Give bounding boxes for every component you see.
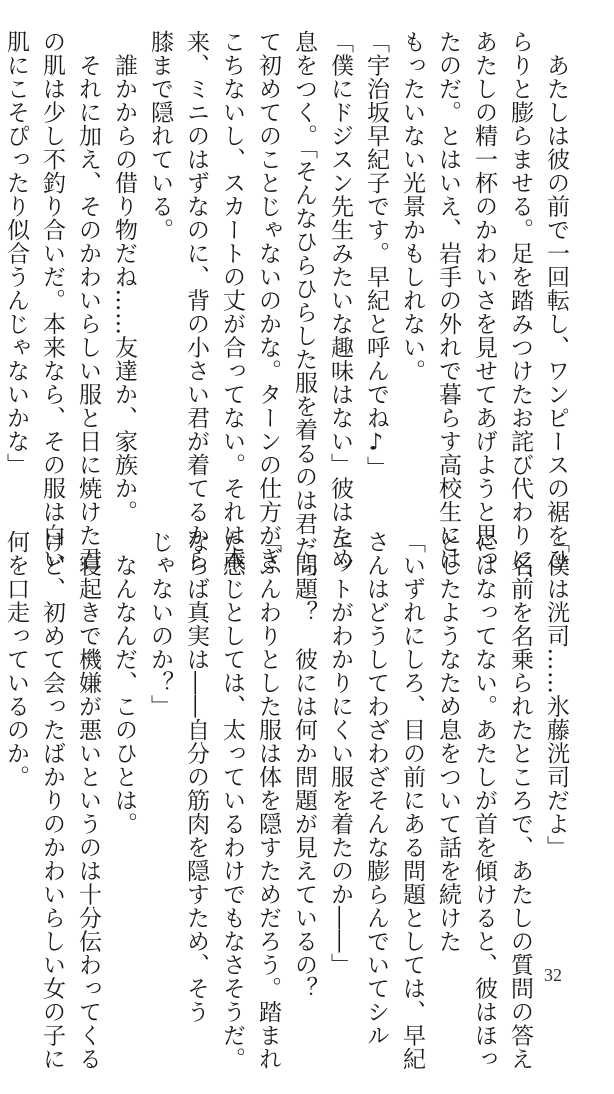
text-line: 名前を名乗られたところで、あたしの質問の答え <box>507 530 533 1071</box>
text-line: あたしの精一杯のかわいさを見せてあげようと思っ <box>471 30 497 571</box>
text-line: なんなんだ、このひとは。 <box>111 530 137 836</box>
text-line: 息をつく。「そんなひらひらした服を着るのは君だっ <box>291 30 317 583</box>
text-line: それに加え、そのかわいらしい服と日に焼けた君 <box>75 30 101 571</box>
text-line: 来、ミニのはずなのに、背の小さい君が着てるから <box>183 30 209 571</box>
text-line: 誰かからの借り物だね……友達か、家族か。 <box>111 30 137 524</box>
text-line: けど、初めて会ったばかりのかわいらしい女の子に <box>39 530 65 1071</box>
text-line: にはなってない。あたしが首を傾けると、彼はほっ <box>471 530 497 1071</box>
dialogue-line: 「いずれにしろ、目の前にある問題としては、早紀 <box>399 530 425 1071</box>
dialogue-line: 「僕にドジスン先生みたいな趣味はない」彼はため <box>327 30 353 571</box>
text-line: あたしは彼の前で一回転し、ワンピースの裾をひ <box>543 30 569 571</box>
text-line: じゃないのか？」 <box>147 530 173 718</box>
text-line: たのだ。とはいえ、岩手の外れで暮らす高校生には <box>435 30 461 571</box>
text-line: 問題？ 彼には何か問題が見えているの？ <box>291 530 317 1000</box>
text-line: らりと膨らませる。足を踏みつけたお詫び代わりに、 <box>507 30 533 594</box>
text-line: 何を口走っているのか。 <box>3 530 29 789</box>
text-block-top <box>0 30 574 594</box>
text-line: 肌にこそぴったり似合うんじゃないかな」 <box>3 30 29 477</box>
text-line: の肌は少し不釣り合いだ。本来なら、その服は白い <box>39 30 65 571</box>
text-line: た感じとしては、太っているわけでもなさそうだ。 <box>219 530 245 1071</box>
dialogue-line: 「僕は洸司……氷藤洸司だよ」 <box>543 530 569 859</box>
text-line: さんはどうしてわざわざそんな膨らんでいてシル <box>363 530 389 1047</box>
text-line: もったいない光景かもしれない。 <box>399 30 425 383</box>
text-line: こちないし、スカートの丈が合ってない。それは本 <box>219 30 245 571</box>
text-line: 膝まで隠れている。 <box>147 30 173 242</box>
text-line: としたようなため息をついて話を続けた <box>435 530 461 953</box>
text-line: て初めてのことじゃないのかな。ターンの仕方がぎ <box>255 30 281 571</box>
text-line: ならば真実は――自分の筋肉を隠すため、そう <box>183 530 209 1024</box>
page-number: 32 <box>544 965 562 985</box>
dialogue-line: 「宇治坂早紀子です。早紀と呼んでね♪」 <box>363 30 389 480</box>
dialogue-line: 「ふんわりとした服は体を隠すためだろう。踏まれ <box>255 530 281 1071</box>
text-line: 寝起きで機嫌が悪いというのは十分伝わってくる <box>75 530 101 1071</box>
text-line: エットがわかりにくい服を着たのか――」 <box>327 530 353 977</box>
